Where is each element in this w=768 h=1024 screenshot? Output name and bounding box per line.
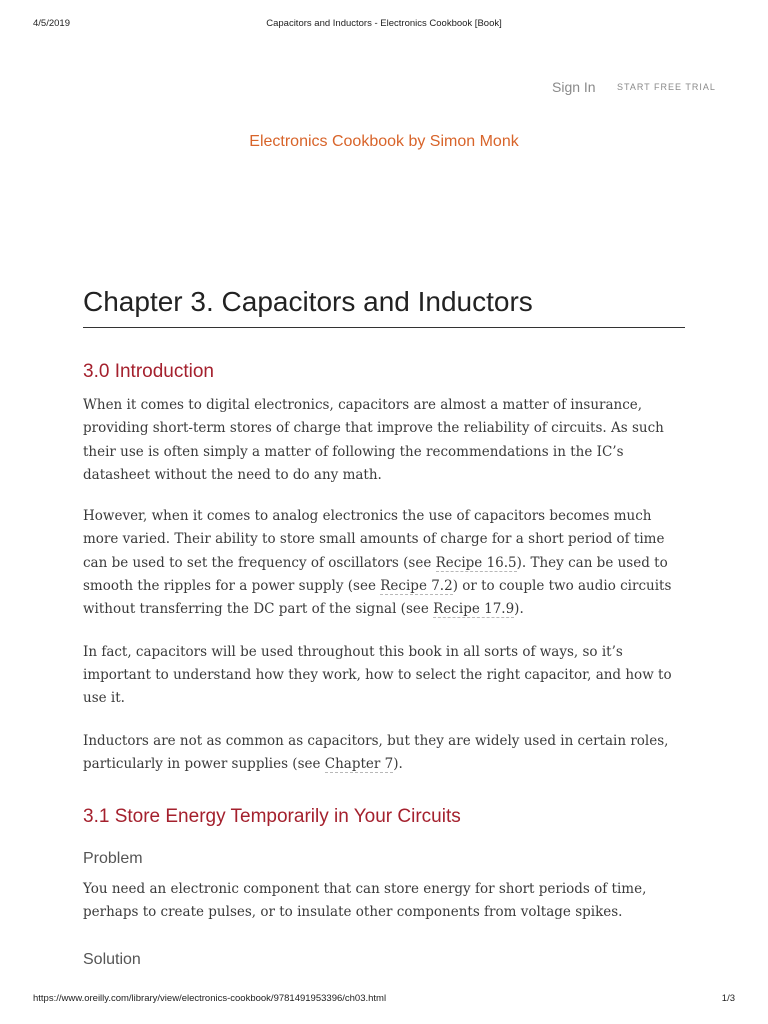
solution-heading: Solution <box>83 950 141 968</box>
paragraph-text: Inductors are not as common as capacitors, but they are widely used in certain roles, particularly in power supplies (see <box>83 732 669 772</box>
intro-heading: 3.0 Introduction <box>83 361 214 382</box>
paragraph-text: ). <box>514 601 524 618</box>
recipe-17-9-link[interactable]: Recipe 17.9 <box>433 601 515 618</box>
print-footer <box>33 993 735 1007</box>
intro-paragraph-2 <box>83 505 685 621</box>
chapter-content <box>83 284 685 971</box>
book-title-link[interactable]: Electronics Cookbook by Simon Monk <box>249 133 519 150</box>
intro-paragraph-4 <box>83 730 685 777</box>
intro-paragraph-3: In fact, capacitors will be used throughout this book in all sorts of ways, so it’s important to understand how they work, how to select the right capacitor, and how to use it. <box>83 643 672 707</box>
intro-paragraph-1: When it comes to digital electronics, capacitors are almost a matter of insurance, providing short-term stores of charge that improve the reliability of circuits. As such their use is often simply a matter of following the recommendations in the IC’s datasheet without the need to do any math. <box>83 397 664 483</box>
chapter-7-link[interactable]: Chapter 7 <box>324 755 394 772</box>
paragraph-text: ) or to couple two audio circuits without transferring the DC part of the signal (see <box>83 578 672 618</box>
sign-in-link[interactable]: Sign In <box>552 79 596 95</box>
start-free-trial-link[interactable]: START FREE TRIAL <box>617 82 716 92</box>
problem-paragraph: You need an electronic component that can store energy for short periods of time, perhaps to create pulses, or to insulate other components from voltage spikes. <box>83 881 647 921</box>
page-number: 1/3 <box>721 993 735 1004</box>
problem-heading: Problem <box>83 850 143 868</box>
print-header <box>33 18 735 32</box>
section-3-1-heading: 3.1 Store Energy Temporarily in Your Circuits <box>83 806 461 828</box>
print-url: https://www.oreilly.com/library/view/electronics-cookbook/9781491953396/ch03.html <box>33 993 387 1004</box>
paragraph-text: ). <box>393 755 403 772</box>
print-page-title: Capacitors and Inductors - Electronics Cookbook [Book] <box>266 18 502 29</box>
recipe-7-2-link[interactable]: Recipe 7.2 <box>380 578 453 595</box>
print-date: 4/5/2019 <box>33 18 70 29</box>
recipe-16-5-link[interactable]: Recipe 16.5 <box>435 554 517 571</box>
chapter-title: Chapter 3. Capacitors and Inductors <box>83 284 685 328</box>
paragraph-text: However, when it comes to analog electronics the use of capacitors becomes much more varied. Their ability to store small amounts of charge for a short period of time can be used to set the frequency of oscillators (see <box>83 508 665 571</box>
top-nav <box>0 77 768 99</box>
paragraph-text: ). They can be used to smooth the ripples for a power supply (see <box>83 554 668 595</box>
